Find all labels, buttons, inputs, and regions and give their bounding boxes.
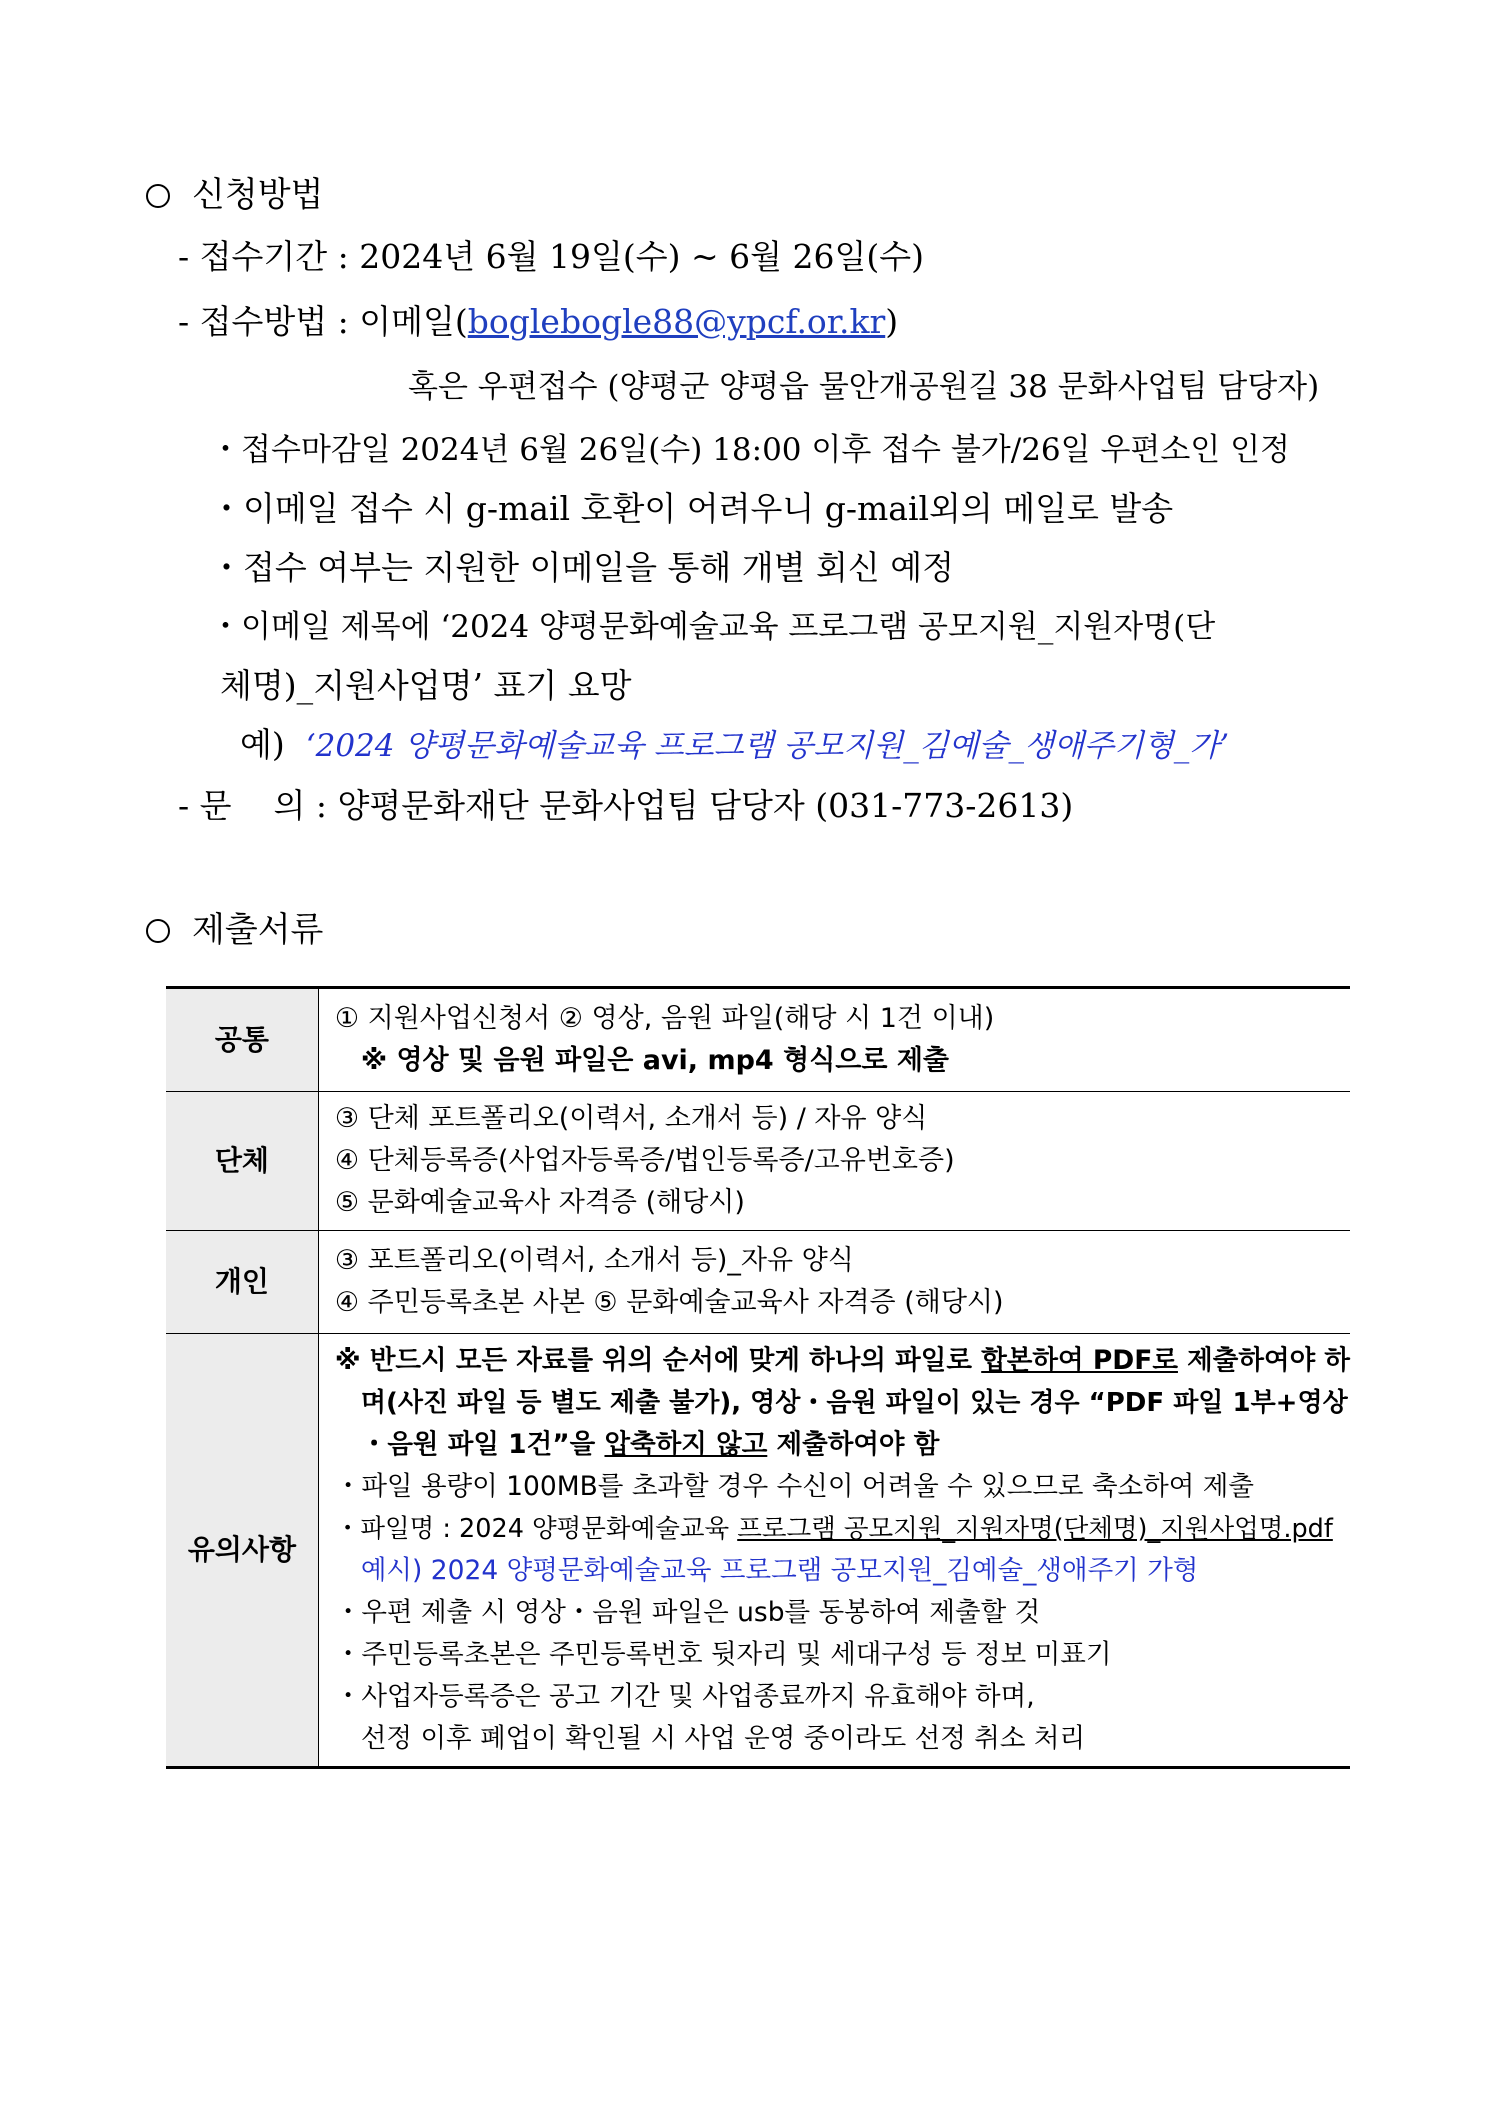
table-row bbox=[166, 1231, 1350, 1334]
warning-line-2: 며(사진 파일 등 별도 제출 불가), 영상・음원 파일이 있는 경우 “PDF 파일 1부+영상 bbox=[360, 1388, 1348, 1418]
section-heading-application: 신청방법 bbox=[146, 175, 323, 215]
warning-line-3: ・음원 파일 1건”을 압축하지 않고 제출하여야 함 bbox=[360, 1429, 940, 1460]
individual-content: ③ 포트폴리오(이력서, 소개서 등)_자유 양식 ④ 주민등록초본 사본 ⑤ 문화예술교육사 자격증 (해당시) bbox=[318, 1231, 1350, 1334]
common-content: ① 지원사업신청서 ② 영상, 음원 파일(해당 시 1건 이내) ※ 영상 및 음원 파일은 avi, mp4 형식으로 제출 bbox=[318, 988, 1350, 1092]
business-registration-note: ・사업자등록증은 공고 기간 및 사업종료까지 유효해야 하며, bbox=[334, 1681, 1035, 1712]
circle-bullet-icon bbox=[146, 919, 170, 943]
file-size-note: ・파일 용량이 100MB를 초과할 경우 수신이 어려울 수 있으므로 축소하여 제출 bbox=[334, 1471, 1254, 1502]
category-notes: 유의사항 bbox=[166, 1334, 318, 1768]
category-group: 단체 bbox=[166, 1092, 318, 1231]
example-subject-text: ‘2024 양평문화예술교육 프로그램 공모지원_김예술_생애주기형_가’ bbox=[305, 728, 1230, 764]
note-reply: ・접수 여부는 지원한 이메일을 통해 개별 회신 예정 bbox=[210, 548, 954, 587]
application-method-alt: 혹은 우편접수 (양평군 양평읍 물안개공원길 38 문화사업팀 담당자) bbox=[408, 369, 1320, 405]
note-gmail: ・이메일 접수 시 g-mail 호환이 어려우니 g-mail외의 메일로 발송 bbox=[210, 489, 1174, 528]
table-row bbox=[166, 1334, 1350, 1768]
email-subject-example: 예) ‘2024 양평문화예술교육 프로그램 공모지원_김예술_생애주기형_가’ bbox=[240, 725, 1230, 764]
usb-note: ・우편 제출 시 영상・음원 파일은 usb를 동봉하여 제출할 것 bbox=[334, 1597, 1041, 1628]
category-individual: 개인 bbox=[166, 1231, 318, 1334]
notes-content bbox=[318, 1334, 1350, 1768]
business-registration-note-cont: 선정 이후 폐업이 확인될 시 사업 운영 중이라도 선정 취소 처리 bbox=[360, 1723, 1086, 1754]
file-name-note: ・파일명 : 2024 양평문화예술교육 프로그램 공모지원_지원자명(단체명)_지원사업명.pdf bbox=[334, 1514, 1333, 1544]
application-method: - 접수방법 : 이메일(boglebogle88@ypcf.or.kr) bbox=[178, 302, 899, 341]
application-period: - 접수기간 : 2024년 6월 19일(수) ~ 6월 26일(수) bbox=[178, 237, 924, 276]
note-deadline: ・접수마감일 2024년 6월 26일(수) 18:00 이후 접수 불가/26일 우편소인 인정 bbox=[210, 432, 1290, 468]
circle-bullet-icon bbox=[146, 184, 170, 208]
table-row bbox=[166, 1092, 1350, 1231]
warning-line-1: ※ 반드시 모든 자료를 위의 순서에 맞게 하나의 파일로 합본하여 PDF로 제출하여야 하 bbox=[334, 1345, 1350, 1376]
section-heading-documents: 제출서류 bbox=[146, 910, 323, 950]
email-link[interactable]: boglebogle88@ypcf.or.kr bbox=[467, 302, 886, 341]
category-common: 공통 bbox=[166, 988, 318, 1092]
file-name-example: 예시) 2024 양평문화예술교육 프로그램 공모지원_김예술_생애주기 가형 bbox=[360, 1555, 1199, 1586]
note-email-subject-cont: 체명)_지원사업명’ 표기 요망 bbox=[220, 666, 632, 705]
documents-table bbox=[166, 986, 1350, 1769]
inquiry-contact: - 문 의 : 양평문화재단 문화사업팀 담당자 (031-773-2613) bbox=[178, 786, 1074, 825]
group-content: ③ 단체 포트폴리오(이력서, 소개서 등) / 자유 양식 ④ 단체등록증(사업자등록증/법인등록증/고유번호증) ⑤ 문화예술교육사 자격증 (해당시) bbox=[318, 1092, 1350, 1231]
table-row bbox=[166, 988, 1350, 1092]
note-email-subject: ・이메일 제목에 ‘2024 양평문화예술교육 프로그램 공모지원_지원자명(단 bbox=[210, 609, 1216, 645]
resident-registration-note: ・주민등록초본은 주민등록번호 뒷자리 및 세대구성 등 정보 미표기 bbox=[334, 1639, 1112, 1670]
